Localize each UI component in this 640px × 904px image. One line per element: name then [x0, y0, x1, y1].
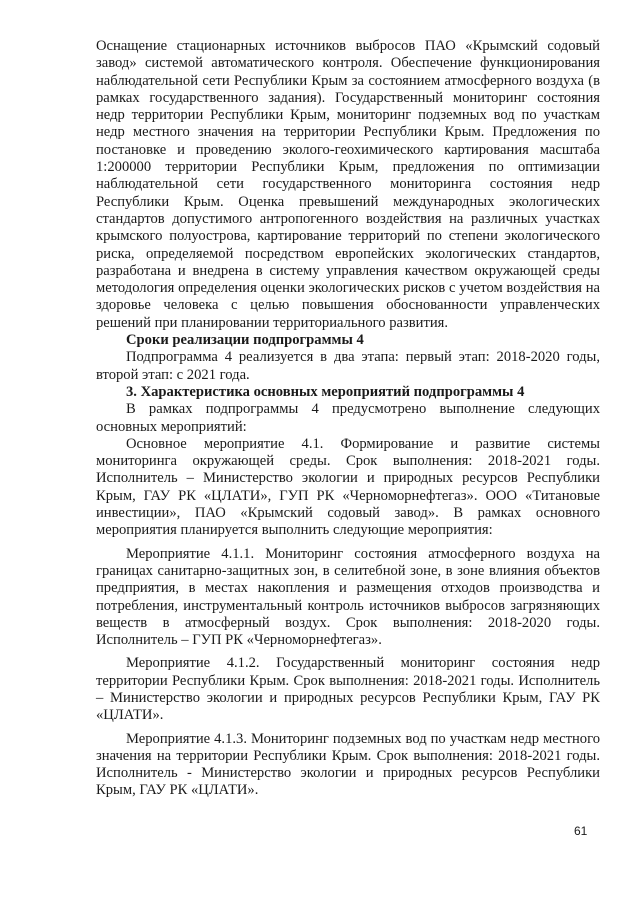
paragraph-continuation: Оснащение стационарных источников выбросов ПАО «Крымский содовый завод» системой автоматического контроля. Обеспечение функционирования наблюдательной сети Республики Крым за состоянием атмосферного воздуха (в рамках государственного задания). Государственный мониторинг состояния недр территории Республики Крым, мониторинг подземных вод по участкам недр местного значения на территории Республики Крым. Предложения по постановке и проведению эколого-геохимического картирования масштаба 1:200000 территории Республики Крым, предложения по оптимизации наблюдательной сети государственного мониторинга состояния недр Республики Крым. Оценка превышений международных экологических стандартов допустимого антропогенного воздействия на различных участках крымского полуострова, картирование территорий по степени экологического риска, определяемой посредством европейских экологических стандартов, разработана и внедрена в систему управления качеством окружающей среды методология определения оценки экологических рисков с учетом воздействия на здоровье человека с целью повышения обоснованности управленческих решений при планировании территориального развития. [96, 38, 600, 331]
section-heading-activities: 3. Характеристика основных мероприятий подпрограммы 4 [126, 383, 525, 400]
section-heading-terms: Сроки реализации подпрограммы 4 [126, 332, 364, 349]
paragraph-activity-4-1-1: Мероприятие 4.1.1. Мониторинг состояния атмосферного воздуха на границах санитарно-защитных зон, в селитебной зоне, в зоне влияния объектов предприятия, в местах накопления и размещения отходов производства и потребления, инструментальный контроль источников выбросов загрязняющих веществ в атмосферный воздух. Срок выполнения: 2018-2020 годы. Исполнитель – ГУП РК «Черноморнефтегаз». [96, 545, 600, 649]
paragraph-terms: Подпрограмма 4 реализуется в два этапа: первый этап: 2018-2020 годы, второй этап: с 2021 года. [96, 349, 600, 383]
document-page [96, 38, 600, 800]
paragraph-framework: В рамках подпрограммы 4 предусмотрено выполнение следующих основных мероприятий: [96, 401, 600, 435]
paragraph-main-activity-4-1: Основное мероприятие 4.1. Формирование и развитие системы мониторинга окружающей среды. Срок выполнения: 2018-2021 годы. Исполнитель – Министерство экологии и природных ресурсов Республики Крым, ГАУ РК «ЦЛАТИ», ГУП РК «Черноморнефтегаз». ООО «Титановые инвестиции», ПАО «Крымский содовый завод». В рамках основного мероприятия планируется выполнить следующие мероприятия: [96, 435, 600, 539]
paragraph-activity-4-1-3: Мероприятие 4.1.3. Мониторинг подземных вод по участкам недр местного значения на территории Республики Крым. Срок выполнения: 2018-2021 годы. Исполнитель - Министерство экологии и природных ресурсов Республики Крым, ГАУ РК «ЦЛАТИ». [96, 730, 600, 799]
paragraph-activity-4-1-2: Мероприятие 4.1.2. Государственный мониторинг состояния недр территории Республики Крым. Срок выполнения: 2018-2021 годы. Исполнитель – Министерство экологии и природных ресурсов Республики Крым, ГАУ РК «ЦЛАТИ». [96, 655, 600, 724]
page-number: 61 [574, 824, 588, 838]
